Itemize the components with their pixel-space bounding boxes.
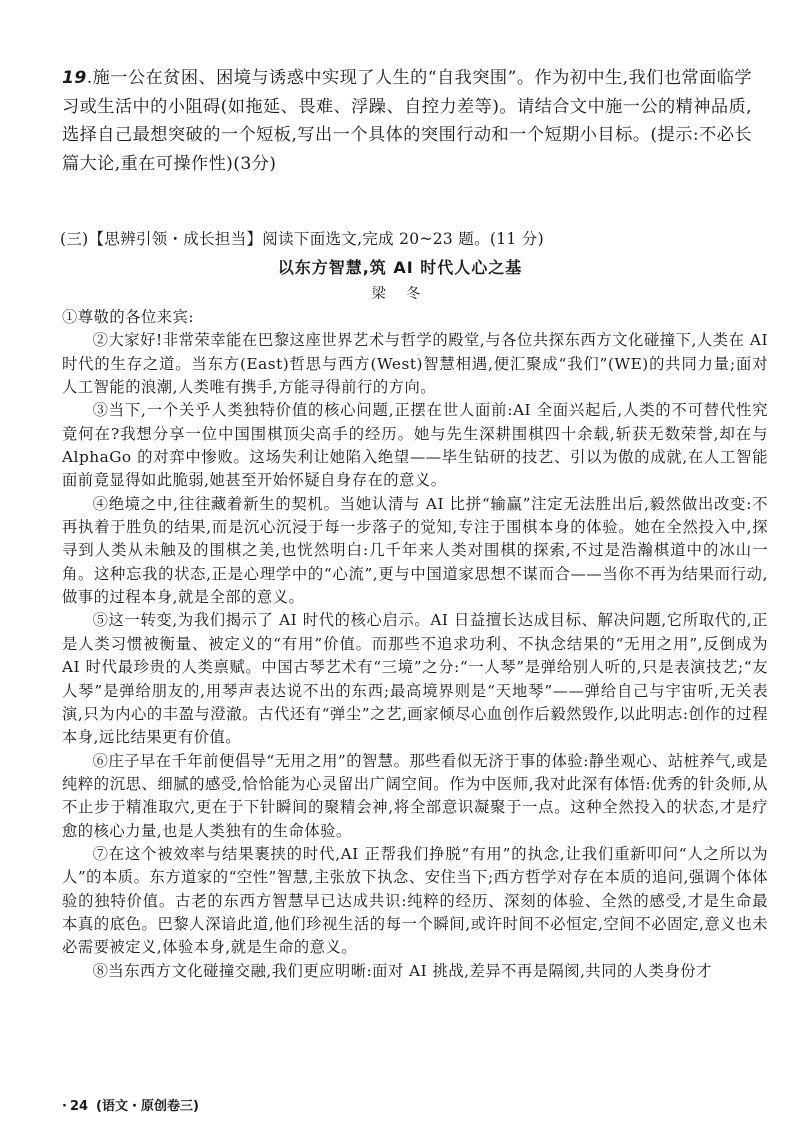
question-number: 19 bbox=[62, 68, 87, 88]
article-body bbox=[62, 306, 768, 983]
paragraph-8: ⑧当东西方文化碰撞交融,我们更应明晰:面对 AI 挑战,差异不再是隔阂,共同的人类身份才 bbox=[92, 961, 712, 980]
article-title: 以东方智慧,筑 AI 时代人心之基 bbox=[277, 258, 523, 277]
paragraph-1: ①尊敬的各位来宾: bbox=[62, 308, 195, 326]
question-text: .施一公在贫困、困境与诱惑中实现了人生的“自我突围”。作为初中生,我们也常面临学习或生活中的小阻碍(如拖延、畏难、浮躁、自控力差等)。请结合文中施一公的精神品质,选择自己最想突破的一个短板,写出一个具体的突围行动和一个短期小目标。(提示:不必长篇大论,重在可操作性)(3分) bbox=[62, 68, 752, 174]
section-header: (三)【思辨引领・成长担当】阅读下面选文,完成 20~23 题。(11 分) bbox=[60, 230, 544, 248]
paragraph-6: ⑥庄子早在千年前便倡导“无用之用”的智慧。那些看似无济于事的体验:静坐观心、站桩养气,或是纯粹的沉思、细腻的感受,恰恰能为心灵留出广阔空间。作为中医师,我对此深有体悟:优秀的针灸师,从不止步于精准取穴,更在于下针瞬间的聚精会神,将全部意识凝聚于一点。这种全然投入的状态,才是疗愈的核心力量,也是人类独有的生命体验。 bbox=[62, 751, 768, 840]
paragraph-7: ⑦在这个被效率与结果裹挟的时代,AI 正帮我们挣脱“有用”的执念,让我们重新叩问“人之所以为人”的本质。东方道家的“空性”智慧,主张放下执念、安住当下;西方哲学对存在本质的追问,强调个体体验的独特价值。古老的东西方智慧早已达成共识:纯粹的经历、深刻的体验、全然的感受,才是生命最本真的底色。巴黎人深谙此道,他们珍视生活的每一个瞬间,或许时间不必恒定,空间不必固定,意义也未必需要被定义,体验本身,就是生命的意义。 bbox=[62, 844, 768, 957]
paragraph-5: ⑤这一转变,为我们揭示了 AI 时代的核心启示。AI 日益擅长达成目标、解决问题,它所取代的,正是人类习惯被衡量、被定义的“有用”价值。而那些不追求功利、不执念结果的“无用之用”,反倒成为 AI 时代最珍贵的人类禀赋。中国古琴艺术有“三境”之分:“一人琴”是弹给别人听的,只是表演技艺;“友人琴”是弹给朋友的,用琴声表达说不出的东西;最高境界则是“天地琴”——弹给自己与宇宙听,无关表演,只为内心的丰盈与澄澈。古代还有“弹尘”之艺,画家倾尽心血创作后毅然毁作,以此明志:创作的过程本身,远比结果更有价值。 bbox=[62, 611, 768, 747]
paragraph-3: ③当下,一个关乎人类独特价值的核心问题,正摆在世人面前:AI 全面兴起后,人类的不可替代性究竟何在?我想分享一位中国围棋顶尖高手的经历。她与先生深耕围棋四十余载,斩获无数荣誉,却在与 AlphaGo 的对弈中惨败。这场失利让她陷入绝望——毕生钻研的技艺、引以为傲的成就,在人工智能面前竟显得如此脆弱,她甚至开始怀疑自身存在的意义。 bbox=[62, 401, 768, 490]
page-number: 24 bbox=[69, 1099, 89, 1114]
footer-bullet: · bbox=[62, 1099, 67, 1114]
article-author: 梁 冬 bbox=[371, 286, 429, 302]
footer-label: (语文・原创卷三) bbox=[96, 1099, 199, 1114]
paragraph-2: ②大家好!非常荣幸能在巴黎这座世界艺术与哲学的殿堂,与各位共探东西方文化碰撞下,人类在 AI 时代的生存之道。当东方(East)哲思与西方(West)智慧相遇,便汇聚成“我们”(WE)的共同力量;面对人工智能的浪潮,人类唯有携手,方能寻得前行的方向。 bbox=[62, 331, 768, 397]
page-footer bbox=[62, 1098, 199, 1116]
paragraph-4: ④绝境之中,往往藏着新生的契机。当她认清与 AI 比拼“输赢”注定无法胜出后,毅然做出改变:不再执着于胜负的结果,而是沉心沉浸于每一步落子的觉知,专注于围棋本身的体验。她在全然投入中,探寻到人类从未触及的围棋之美,也恍然明白:几千年来人类对围棋的探索,不过是浩瀚棋道中的冰山一角。这种忘我的状态,正是心理学中的“心流”,更与中国道家思想不谋而合——当你不再为结果而行动,做事的过程本身,就是全部的意义。 bbox=[62, 494, 768, 607]
question-19 bbox=[62, 64, 752, 178]
